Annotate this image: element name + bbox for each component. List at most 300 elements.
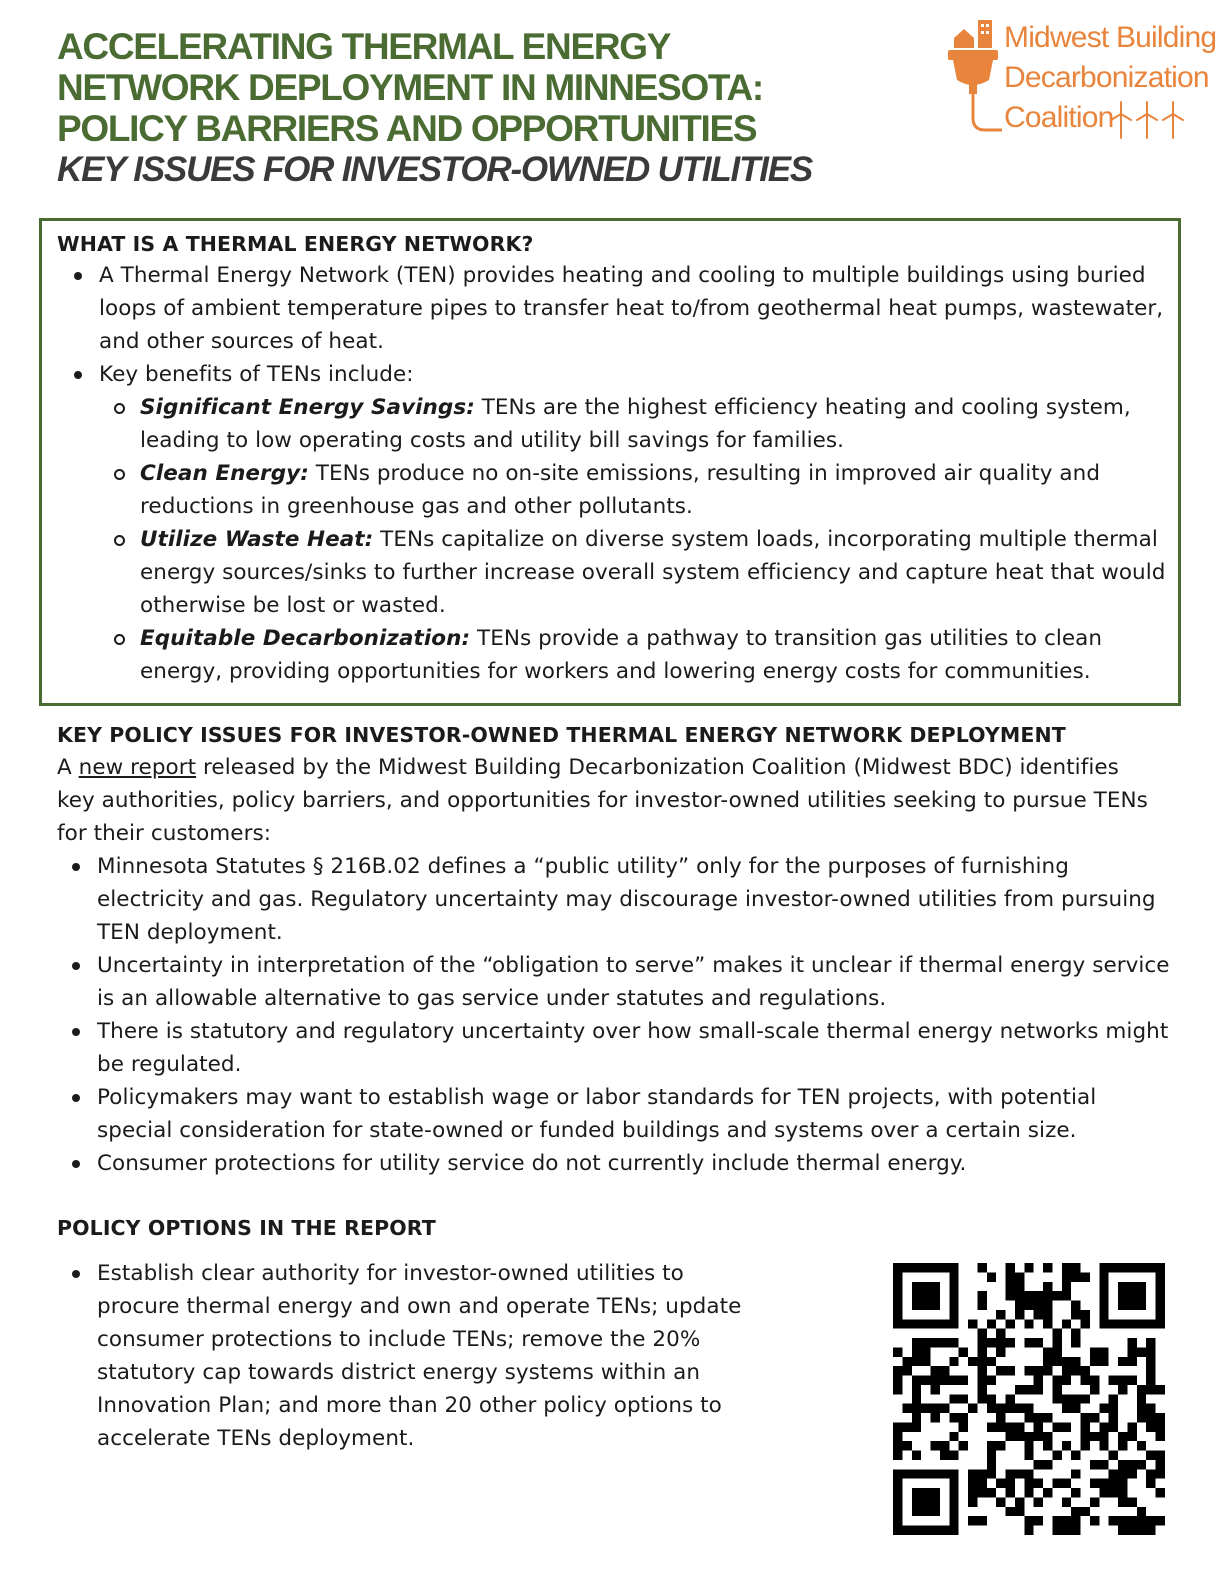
ten-definition: A Thermal Energy Network (TEN) provides heating and cooling to multiple buildings using buried loops of ambient temperature pipes to transfer heat to/from geothermal heat pumps, wastewater, and other sources of heat. [99, 263, 1164, 354]
qr-module [1024, 1319, 1033, 1328]
qr-module [1043, 1291, 1052, 1300]
qr-module [1146, 1376, 1155, 1385]
qr-module [1034, 1376, 1043, 1385]
qr-module [1024, 1385, 1033, 1394]
qr-module [1090, 1479, 1099, 1488]
qr-module [893, 1310, 902, 1319]
qr-module [968, 1357, 977, 1366]
qr-module [949, 1526, 958, 1535]
qr-module [977, 1516, 986, 1525]
qr-module [1081, 1422, 1090, 1431]
qr-module [949, 1432, 958, 1441]
qr-module [893, 1432, 902, 1441]
qr-module [1137, 1394, 1146, 1403]
qr-module [893, 1385, 902, 1394]
qr-module [912, 1347, 921, 1356]
list-item: Minnesota Statutes § 216B.02 defines a “public utility” only for the purposes of furnishing electricity and gas. Regulatory uncertainty may discourage investor-owned utilities from pursuing TEN deployment. [57, 850, 1177, 949]
qr-module [949, 1488, 958, 1497]
qr-module [893, 1347, 902, 1356]
qr-module [1156, 1432, 1165, 1441]
qr-module [1052, 1385, 1061, 1394]
qr-module [921, 1497, 930, 1506]
qr-module [1043, 1366, 1052, 1375]
qr-module [949, 1507, 958, 1516]
qr-module [949, 1310, 958, 1319]
key-issues-intro [57, 751, 1157, 850]
qr-module [912, 1497, 921, 1506]
title-line-3: POLICY BARRIERS AND OPPORTUNITIES [57, 108, 757, 149]
qr-module [1118, 1479, 1127, 1488]
qr-module [1024, 1404, 1033, 1413]
list-item: There is statutory and regulatory uncertainty over how small-scale thermal energy networks might be regulated. [57, 1015, 1177, 1081]
qr-module [996, 1310, 1005, 1319]
qr-module [1052, 1338, 1061, 1347]
qr-module [1127, 1422, 1136, 1431]
qr-module [968, 1319, 977, 1328]
qr-module [912, 1263, 921, 1272]
qr-module [968, 1404, 977, 1413]
qr-module [931, 1413, 940, 1422]
qr-module [1015, 1497, 1024, 1506]
qr-module [1006, 1263, 1015, 1272]
qr-module [959, 1347, 968, 1356]
qr-module [1006, 1469, 1015, 1478]
qr-module [1062, 1319, 1071, 1328]
qr-module [1062, 1376, 1071, 1385]
qr-module [921, 1263, 930, 1272]
qr-module [940, 1526, 949, 1535]
qr-module [931, 1291, 940, 1300]
qr-module [1062, 1516, 1071, 1525]
qr-module [912, 1338, 921, 1347]
qr-module [1071, 1526, 1080, 1535]
qr-module [1081, 1394, 1090, 1403]
qr-module [1118, 1432, 1127, 1441]
qr-module [1137, 1291, 1146, 1300]
qr-module [1127, 1291, 1136, 1300]
qr-module [1156, 1413, 1165, 1422]
qr-module [1071, 1338, 1080, 1347]
key-issues-list [57, 850, 1177, 1180]
qr-module [1071, 1357, 1080, 1366]
benefit-text: TENs provide a pathway to transition gas utilities to clean energy, providing opportunities for workers and lowering energy costs for communities. [140, 626, 1103, 684]
qr-module [893, 1469, 902, 1478]
qr-module [968, 1479, 977, 1488]
qr-module [1090, 1413, 1099, 1422]
qr-module [1024, 1526, 1033, 1535]
qr-module [959, 1394, 968, 1403]
qr-module [1137, 1526, 1146, 1535]
qr-module [1034, 1432, 1043, 1441]
qr-module [1006, 1507, 1015, 1516]
qr-module [1071, 1488, 1080, 1497]
qr-module [1052, 1516, 1061, 1525]
qr-module [949, 1516, 958, 1525]
qr-module [1034, 1413, 1043, 1422]
qr-module [996, 1338, 1005, 1347]
list-item: Establish clear authority for investor-owned utilities to procure thermal energy and own and operate TENs; update consumer protections to include TENs; remove the 20% statutory cap towards district energy systems within an Innovation Plan; and more than 20 other policy options to accelerate TENs deployment. [57, 1257, 747, 1455]
qr-module [1062, 1272, 1071, 1281]
qr-module [1109, 1263, 1118, 1272]
benefit-text: TENs are the highest efficiency heating and cooling system, leading to low operating costs and utility bill savings for families. [140, 395, 1131, 453]
qr-module [912, 1301, 921, 1310]
qr-module [968, 1497, 977, 1506]
qr-module [912, 1507, 921, 1516]
qr-code[interactable] [893, 1263, 1165, 1535]
qr-module [1137, 1263, 1146, 1272]
qr-module [912, 1291, 921, 1300]
qr-module [1081, 1366, 1090, 1375]
qr-module [902, 1366, 911, 1375]
qr-module [940, 1404, 949, 1413]
qr-module [902, 1404, 911, 1413]
qr-module [1156, 1282, 1165, 1291]
qr-module [912, 1394, 921, 1403]
qr-module [1062, 1366, 1071, 1375]
qr-module [1137, 1516, 1146, 1525]
title-line-1: ACCELERATING THERMAL ENERGY [57, 26, 671, 67]
qr-module [1062, 1526, 1071, 1535]
qr-module [1015, 1291, 1024, 1300]
qr-module [1109, 1488, 1118, 1497]
qr-module [1015, 1272, 1024, 1281]
qr-module [921, 1347, 930, 1356]
qr-module [1118, 1526, 1127, 1535]
qr-module [996, 1413, 1005, 1422]
policy-options-list [57, 1257, 747, 1455]
qr-module [949, 1469, 958, 1478]
qr-module [931, 1497, 940, 1506]
qr-module [1006, 1432, 1015, 1441]
qr-module [940, 1469, 949, 1478]
qr-module [1127, 1263, 1136, 1272]
qr-module [1127, 1376, 1136, 1385]
qr-module [1034, 1479, 1043, 1488]
qr-module [977, 1366, 986, 1375]
qr-module [1109, 1516, 1118, 1525]
logo-line-2: Decarbonization [1004, 61, 1209, 94]
qr-module [1081, 1272, 1090, 1281]
qr-module [1099, 1291, 1108, 1300]
qr-module [1024, 1338, 1033, 1347]
qr-module [1146, 1263, 1155, 1272]
qr-module [977, 1291, 986, 1300]
qr-module [1071, 1451, 1080, 1460]
qr-module [1099, 1460, 1108, 1469]
qr-module [931, 1404, 940, 1413]
qr-module [1071, 1507, 1080, 1516]
qr-module [912, 1385, 921, 1394]
qr-module [1146, 1526, 1155, 1535]
list-item: Policymakers may want to establish wage or labor standards for TEN projects, with potential special consideration for state-owned or funded buildings and systems over a certain size. [57, 1081, 1177, 1147]
qr-module [1043, 1263, 1052, 1272]
qr-module [1034, 1516, 1043, 1525]
qr-module [912, 1488, 921, 1497]
qr-module [1034, 1422, 1043, 1431]
qr-module [1081, 1310, 1090, 1319]
qr-module [1118, 1263, 1127, 1272]
qr-module [921, 1301, 930, 1310]
qr-module [977, 1347, 986, 1356]
qr-module [940, 1263, 949, 1272]
qr-module [912, 1526, 921, 1535]
qr-module [1156, 1460, 1165, 1469]
qr-module [1006, 1272, 1015, 1281]
qr-module [949, 1376, 958, 1385]
qr-module [921, 1404, 930, 1413]
qr-module [912, 1422, 921, 1431]
qr-module [1034, 1460, 1043, 1469]
qr-module [1137, 1347, 1146, 1356]
qr-module [893, 1479, 902, 1488]
qr-module [1156, 1451, 1165, 1460]
qr-module [1137, 1441, 1146, 1450]
qr-module [1006, 1488, 1015, 1497]
qr-module [987, 1441, 996, 1450]
qr-module [893, 1488, 902, 1497]
qr-module [1024, 1488, 1033, 1497]
qr-module [1071, 1394, 1080, 1403]
qr-module [987, 1488, 996, 1497]
qr-module [1034, 1497, 1043, 1506]
qr-module [996, 1329, 1005, 1338]
qr-module [1043, 1432, 1052, 1441]
qr-module [1118, 1291, 1127, 1300]
qr-module [1090, 1460, 1099, 1469]
qr-module [1024, 1301, 1033, 1310]
qr-module [1156, 1272, 1165, 1281]
qr-module [931, 1263, 940, 1272]
qr-module [912, 1357, 921, 1366]
qr-module [1137, 1385, 1146, 1394]
qr-module [921, 1319, 930, 1328]
qr-module [1146, 1366, 1155, 1375]
qr-module [1156, 1310, 1165, 1319]
qr-module [1090, 1376, 1099, 1385]
qr-module [1062, 1394, 1071, 1403]
qr-module [1118, 1441, 1127, 1450]
qr-module [1127, 1282, 1136, 1291]
qr-module [1071, 1301, 1080, 1310]
qr-module [977, 1357, 986, 1366]
qr-module [959, 1376, 968, 1385]
benefit-term: Utilize Waste Heat: [140, 527, 374, 552]
qr-module [1081, 1432, 1090, 1441]
qr-module [1052, 1291, 1061, 1300]
logo-line-3: Coalition [1004, 101, 1114, 134]
qr-module [1127, 1460, 1136, 1469]
qr-module [1127, 1338, 1136, 1347]
qr-module [1006, 1422, 1015, 1431]
qr-module [1024, 1291, 1033, 1300]
qr-module [1071, 1404, 1080, 1413]
qr-module [931, 1282, 940, 1291]
qr-module [1109, 1413, 1118, 1422]
qr-module [902, 1357, 911, 1366]
qr-module [1015, 1432, 1024, 1441]
qr-module [1127, 1357, 1136, 1366]
qr-module [1071, 1263, 1080, 1272]
qr-module [940, 1319, 949, 1328]
qr-module [1024, 1469, 1033, 1478]
qr-module [987, 1404, 996, 1413]
qr-module [1015, 1385, 1024, 1394]
qr-module [1024, 1516, 1033, 1525]
qr-module [1156, 1516, 1165, 1525]
qr-module [949, 1479, 958, 1488]
qr-module [1034, 1301, 1043, 1310]
qr-module [987, 1460, 996, 1469]
qr-module [1118, 1376, 1127, 1385]
qr-module [1146, 1469, 1155, 1478]
qr-module [1062, 1497, 1071, 1506]
qr-module [1118, 1469, 1127, 1478]
qr-module [977, 1394, 986, 1403]
qr-module [996, 1479, 1005, 1488]
qr-module [996, 1404, 1005, 1413]
qr-module [1071, 1272, 1080, 1281]
qr-module [949, 1263, 958, 1272]
qr-module [893, 1366, 902, 1375]
qr-module [1156, 1301, 1165, 1310]
qr-module [921, 1526, 930, 1535]
qr-module [1062, 1479, 1071, 1488]
qr-module [1137, 1301, 1146, 1310]
qr-module [1118, 1497, 1127, 1506]
qr-module [902, 1469, 911, 1478]
qr-module [921, 1291, 930, 1300]
qr-module [977, 1338, 986, 1347]
benefit-item [99, 622, 1169, 688]
qr-module [893, 1507, 902, 1516]
qr-module [1034, 1291, 1043, 1300]
qr-module [921, 1282, 930, 1291]
qr-module [977, 1263, 986, 1272]
qr-module [1127, 1497, 1136, 1506]
qr-module [1109, 1376, 1118, 1385]
qr-module [1006, 1291, 1015, 1300]
qr-module [893, 1376, 902, 1385]
policy-options-heading: POLICY OPTIONS IN THE REPORT [57, 1216, 436, 1240]
qr-module [893, 1291, 902, 1300]
qr-module [931, 1338, 940, 1347]
qr-module [1109, 1451, 1118, 1460]
qr-module [940, 1376, 949, 1385]
qr-module [1137, 1319, 1146, 1328]
qr-module [949, 1301, 958, 1310]
qr-module [1156, 1422, 1165, 1431]
qr-module [949, 1282, 958, 1291]
qr-module [931, 1526, 940, 1535]
qr-module [893, 1272, 902, 1281]
qr-module [940, 1366, 949, 1375]
qr-module [1081, 1413, 1090, 1422]
qr-module [931, 1507, 940, 1516]
qr-module [1127, 1347, 1136, 1356]
qr-module [921, 1469, 930, 1478]
benefit-term: Equitable Decarbonization: [140, 626, 471, 651]
qr-module [1043, 1460, 1052, 1469]
qr-module [1090, 1516, 1099, 1525]
qr-module [1052, 1357, 1061, 1366]
qr-module [1099, 1347, 1108, 1356]
benefits-intro: Key benefits of TENs include: [99, 362, 414, 387]
qr-module [1034, 1310, 1043, 1319]
qr-module [959, 1422, 968, 1431]
qr-module [987, 1469, 996, 1478]
qr-module [893, 1319, 902, 1328]
coalition-logo [944, 14, 1217, 136]
qr-module [1146, 1413, 1155, 1422]
qr-module [1118, 1282, 1127, 1291]
qr-module [1099, 1488, 1108, 1497]
qr-module [1127, 1432, 1136, 1441]
qr-module [1118, 1516, 1127, 1525]
qr-module [921, 1357, 930, 1366]
qr-module [1109, 1469, 1118, 1478]
qr-module [1062, 1404, 1071, 1413]
qr-module [1043, 1413, 1052, 1422]
what-is-ten-heading: WHAT IS A THERMAL ENERGY NETWORK? [57, 232, 534, 256]
qr-module [968, 1516, 977, 1525]
qr-module [1146, 1347, 1155, 1356]
qr-module [1156, 1263, 1165, 1272]
qr-module [1052, 1347, 1061, 1356]
qr-module [893, 1497, 902, 1506]
qr-module [1015, 1507, 1024, 1516]
new-report-link[interactable]: new report [78, 755, 197, 780]
qr-module [931, 1301, 940, 1310]
qr-module [959, 1413, 968, 1422]
qr-module [1090, 1357, 1099, 1366]
qr-module [949, 1338, 958, 1347]
qr-module [996, 1497, 1005, 1506]
list-item: Uncertainty in interpretation of the “obligation to serve” makes it unclear if thermal energy service is an allowable alternative to gas service under statutes and regulations. [57, 949, 1177, 1015]
qr-module [912, 1451, 921, 1460]
benefit-item [99, 523, 1169, 622]
qr-module [912, 1413, 921, 1422]
qr-module [1024, 1413, 1033, 1422]
qr-module [1118, 1460, 1127, 1469]
qr-module [987, 1272, 996, 1281]
intro-text-b: released by the Midwest Building Decarbonization Coalition (Midwest BDC) identifies key authorities, policy barriers, and opportunities for investor-owned utilities seeking to pursue TENs for their customers: [57, 755, 1148, 846]
qr-module [996, 1366, 1005, 1375]
qr-module [1043, 1282, 1052, 1291]
qr-module [1156, 1291, 1165, 1300]
qr-module [940, 1441, 949, 1450]
qr-module [1146, 1451, 1155, 1460]
qr-module [987, 1319, 996, 1328]
qr-module [987, 1376, 996, 1385]
qr-module [987, 1451, 996, 1460]
qr-module [1062, 1263, 1071, 1272]
qr-module [902, 1263, 911, 1272]
qr-module [1156, 1488, 1165, 1497]
qr-module [977, 1329, 986, 1338]
qr-module [1137, 1404, 1146, 1413]
qr-module [977, 1385, 986, 1394]
qr-module [1137, 1282, 1146, 1291]
qr-module [1034, 1385, 1043, 1394]
qr-module [1127, 1319, 1136, 1328]
qr-module [1099, 1263, 1108, 1272]
qr-module [1118, 1301, 1127, 1310]
qr-module [1043, 1357, 1052, 1366]
qr-module [1156, 1319, 1165, 1328]
qr-module [1099, 1357, 1108, 1366]
qr-module [1118, 1488, 1127, 1497]
benefit-term: Significant Energy Savings: [140, 395, 475, 420]
